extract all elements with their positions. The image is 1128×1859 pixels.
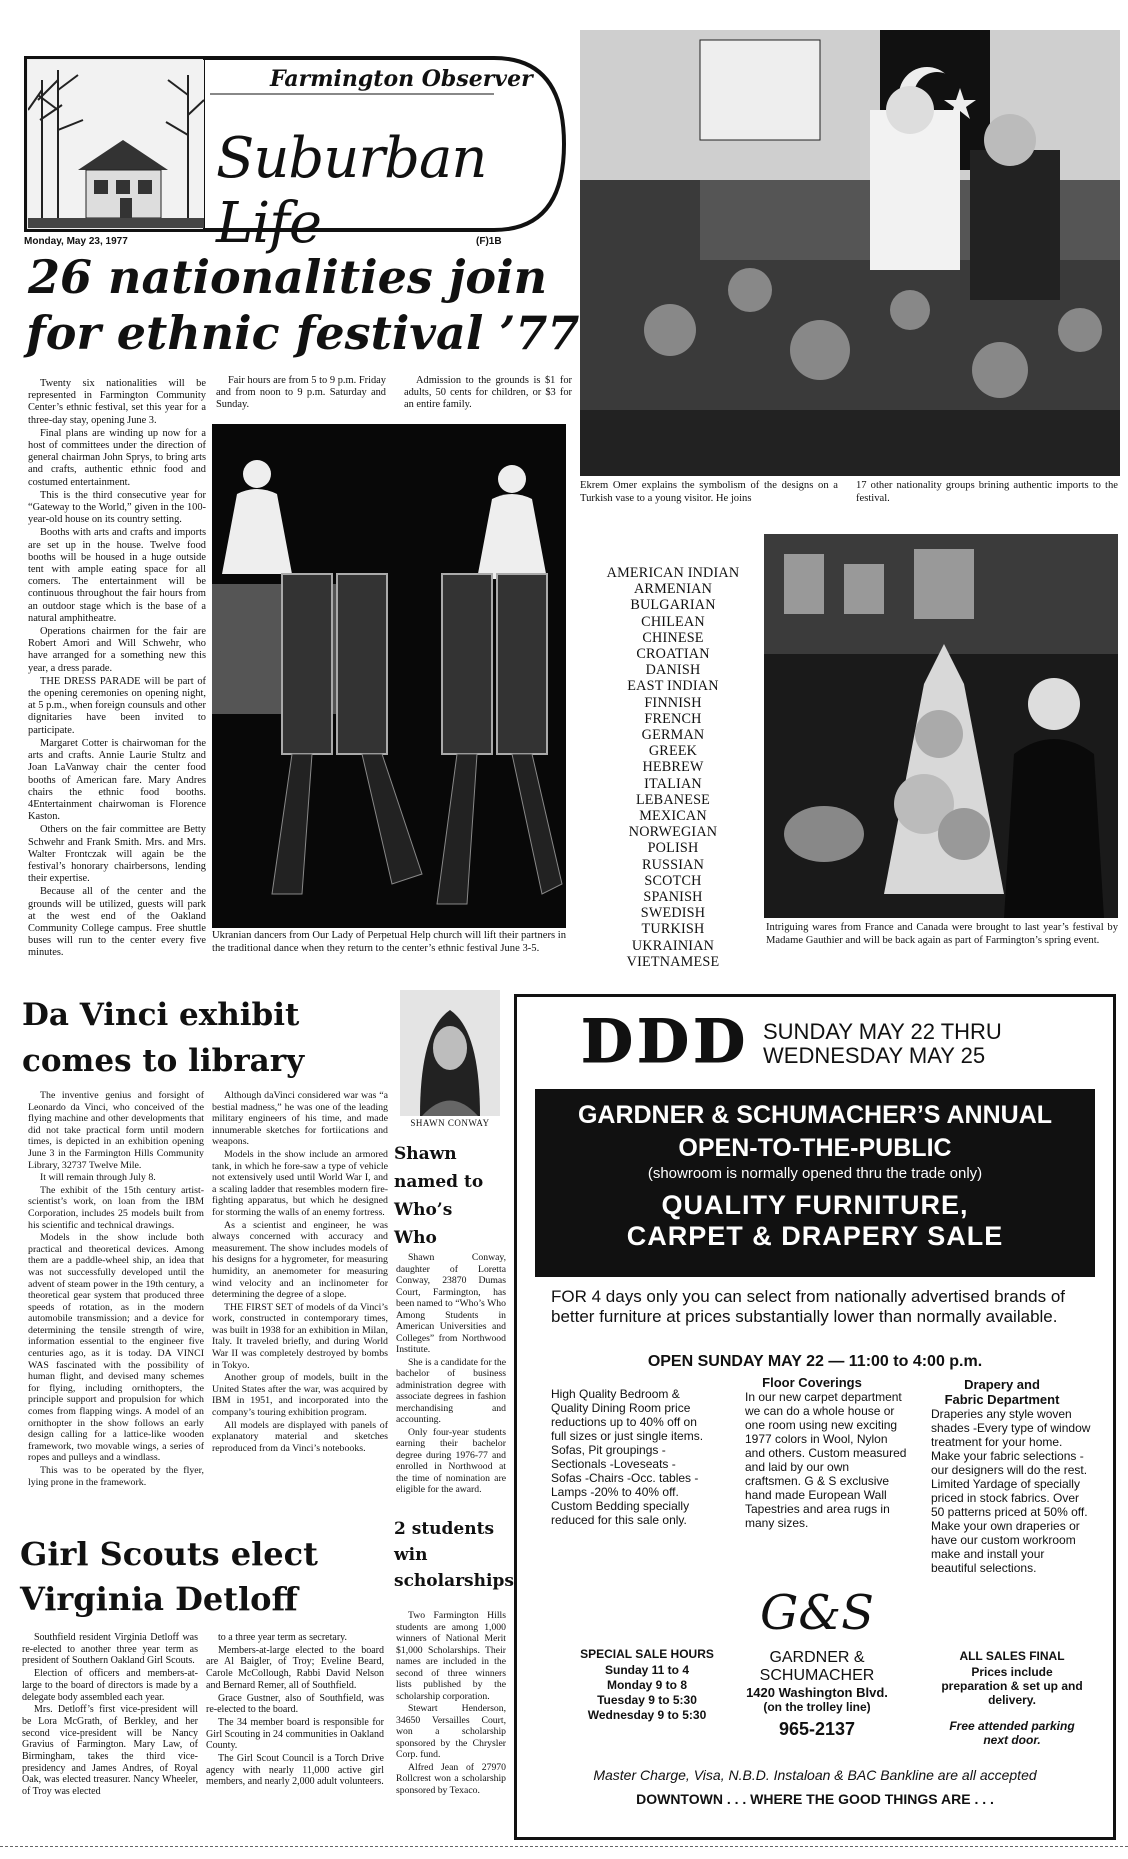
- gs-monogram: G&S: [760, 1585, 874, 1641]
- nationality-item: TURKISH: [641, 921, 705, 938]
- davinci-paragraph: The exhibit of the 15th century artist-scientist’s work, on loan from the IBM Corporation, includes 25 models built from his scientific and technical drawings.: [28, 1184, 204, 1231]
- shawn-conway-portrait: [400, 990, 500, 1116]
- festival-paragraph: Twenty six nationalities will be represented in Farmington Community Center’s ethnic festival, set this year for a three-day stay, opening June 3.: [28, 378, 206, 426]
- page-bottom-edge: [0, 1846, 1128, 1851]
- nationality-item: SCOTCH: [644, 872, 702, 889]
- section-title: Suburban Life: [216, 126, 487, 256]
- davinci-paragraph: Another group of models, built in the United States after the war, was acquired by IBM in 1951, and incorporated into the company’s touring exhibition program.: [212, 1372, 388, 1419]
- festival-column-1: [28, 378, 206, 961]
- banner-line2: OPEN-TO-THE-PUBLIC: [678, 1134, 952, 1162]
- festival-hours: Fair hours are from 5 to 9 p.m. Friday and from noon to 9 p.m. Saturday and Sunday.: [216, 375, 386, 411]
- davinci-column-2: [212, 1090, 388, 1455]
- nationality-item: FINNISH: [644, 694, 702, 711]
- open-sunday: OPEN SUNDAY MAY 22 — 11:00 to 4:00 p.m.: [647, 1353, 983, 1370]
- drapery-title-line2: Fabric Department: [944, 1392, 1060, 1407]
- downtown-slogan: DOWNTOWN . . . WHERE THE GOOD THINGS ARE . . .: [636, 1791, 994, 1807]
- nationality-item: POLISH: [647, 840, 699, 857]
- festival-paragraph: Others on the fair committee are Betty Schwehr and Frank Smith. Mrs. and Mrs. Walter Frontczak will again be the festival’s honorary chairbersons, lending their expertise.: [28, 824, 206, 885]
- ad-intro: FOR 4 days only you can select from nationally advertised brands of better furniture at prices substantially lower than normally available.: [551, 1287, 1066, 1326]
- portrait-art: [400, 990, 500, 1116]
- conway-paragraph: Shawn Conway, daughter of Loretta Conway, 23870 Dumas Court, Farmington, has been named to “Who’s Who Among Students in American Universities and Colleges” from Northwood Institute.: [396, 1252, 506, 1355]
- girlscouts-paragraph: Members-at-large elected to the board are Al Baigler, of Troy; Eveline Beard, Carole McCollough, Rabbi David Nelson and Bernard Remer, all of Southfield.: [206, 1644, 384, 1691]
- nationality-item: UKRAINIAN: [631, 937, 715, 954]
- nationality-item: RUSSIAN: [641, 856, 705, 873]
- portrait-label: SHAWN CONWAY: [410, 1118, 490, 1128]
- davinci-paragraph: Models in the show include an armored tank, in which he fore-saw a type of vehicle not extensively used until World War I, and a scaling ladder that resembles modern fire-fighting apparatus, but which he designed for storming the walls of an enemy fortress.: [212, 1148, 388, 1218]
- store-address: 1420 Washington Blvd.: [746, 1685, 888, 1700]
- ukrainian-dancers-photo: [212, 424, 566, 928]
- girlscouts-paragraph: to a three year term as secretary.: [218, 1632, 347, 1643]
- nationality-item: GREEK: [648, 743, 698, 760]
- davinci-paragraph: The inventive genius and forsight of Leonardo da Vinci, who conceived of the flying machine and other developments that did not take practical form until modern times, is depicted in an exhibition opening June 3 in the Farmington Hills Community Library, 32737 Twelve Mile.: [28, 1090, 204, 1171]
- festival-paragraph: Booths with arts and crafts and imports are set up in the house. Twelve food booths will be housed in a huge outside tent with ample eating space for all comers. The entertainment will be continuous throughout the fair hours from an outdoor stage which is the base of a natural amphitheatre.: [28, 527, 206, 624]
- nationality-item: ARMENIAN: [633, 581, 713, 598]
- girlscouts-paragraph: Election of officers and members-at-large to the board of directors is made by a delegate body assembled each year.: [22, 1668, 198, 1703]
- conway-paragraph: Only four-year students earning their bachelor degree during 1976-77 and enrolled in Northwood at the time of nomination are eligible for the award.: [396, 1426, 506, 1495]
- davinci-paragraph: Models in the show include both practical and theoretical devices. Among them are a paddle-wheel ship, an idea that was not successfully developed until the advent of steam power in the 19th century, a theoretical gear system that produced three speeds of rotation, as in the modern automobile transmission; and a device for determining the tensile strength of wire, information essential to the engineer five centuries ago, as it is today. DA VINCI WAS fascinated with the possibility of human flight, and devised many schemes for flying, including ornithopters, the principle support and propulsion for which comes from flapping wings. A model of an ornithopter in the show follows an early design calling for a lattice-like wooden framework, two movable wings, a series of ropes and pulleys and a windlass.: [28, 1232, 204, 1464]
- festival-column-3: [404, 375, 572, 413]
- girlscouts-paragraph: Southfield resident Virginia Detloff was re-elected to another three year term as president of Southern Oakland Girl Scouts.: [22, 1632, 198, 1667]
- scholarships-paragraph: Stewart Henderson, 34650 Versailles Court, won a scholarship sponsored by the Chrysler Corp. fund.: [396, 1703, 506, 1760]
- banner-line3: (showroom is normally opened thru the trade only): [647, 1165, 983, 1182]
- festival-paragraph: This is the third consecutive year for “Gateway to the World,” given in the 100-year-old house on its country setting.: [28, 489, 206, 526]
- festival-paragraph: Margaret Cotter is chairwoman for the arts and crafts. Annie Laurie Stultz and Joan LaVanway chair the center food booths of American fare. Mary Andres chairs the ethnic food booths. 4Entertainment chairwoman is Florence Kaston.: [28, 737, 206, 823]
- sale-hours: [557, 1663, 737, 1723]
- sale-dates-line2: WEDNESDAY MAY 25: [763, 1043, 986, 1068]
- festival-headline-line1: 26 nationalities join: [28, 250, 548, 304]
- nationality-item: BULGARIAN: [630, 597, 716, 614]
- banner-line4: QUALITY FURNITURE,: [661, 1190, 969, 1220]
- nationalities-list: [586, 565, 760, 970]
- girlscouts-paragraph: The 34 member board is responsible for Girl Scouting in 24 communities in Oakland County.: [206, 1716, 384, 1752]
- store-phone: 965-2137: [778, 1719, 856, 1739]
- festival-paragraph: Operations chairmen for the fair are Robert Amori and Will Schwehr, who have arranged for a something new this year, a dress parade.: [28, 626, 206, 674]
- girlscouts-paragraph: The Girl Scout Council is a Torch Drive agency with nearly 11,000 active girl members, and nearly 2,000 adult volunteers.: [206, 1753, 384, 1788]
- store-name-line2: SCHUMACHER: [759, 1667, 875, 1684]
- davinci-paragraph: All models are displayed with panels of explanatory material and sketches reproduced from da Vinci’s notebooks.: [212, 1419, 388, 1454]
- house-illustration: [28, 60, 204, 228]
- nationality-item: SWEDISH: [640, 905, 706, 922]
- nationality-item: LEBANESE: [635, 791, 711, 808]
- girlscouts-headline-line2: Virginia Detloff: [20, 1580, 298, 1618]
- nationality-item: DANISH: [645, 662, 701, 679]
- nationality-item: NORWEGIAN: [628, 824, 718, 841]
- nationality-item: AMERICAN INDIAN: [606, 565, 740, 581]
- davinci-paragraph: Although daVinci considered war was “a bestial madness,” he was one of the leading military engineers of his time, and made innumerable sketches for fortiications and weapons.: [212, 1090, 388, 1148]
- festival-column-2: [216, 375, 386, 413]
- davinci-paragraph: This was to be operated by the flyer, lying prone in the framework.: [28, 1465, 204, 1488]
- nationality-item: MEXICAN: [639, 808, 707, 825]
- girlscouts-column-2: [206, 1632, 384, 1789]
- turkish-vase-photo-art: [580, 30, 1120, 476]
- sale-dates-line1: SUNDAY MAY 22 THRU: [763, 1019, 1002, 1044]
- nationality-item: CROATIAN: [636, 646, 710, 663]
- davinci-paragraph: THE FIRST SET of models of da Vinci’s work, constructed in contemporary times, was built in 1938 for an exhibition in Milan, Italy. It traveled briefly, and during World War II was completely destroyed by bombs in Tokyo.: [212, 1301, 388, 1371]
- sales-final-body: Prices include preparation & set up and delivery.: [941, 1665, 1083, 1707]
- scholarships-headline: 2 students win scholarships: [394, 1519, 514, 1591]
- nationality-item: EAST INDIAN: [627, 678, 719, 695]
- conway-headline: Shawn named to Who’s Who: [394, 1144, 484, 1248]
- store-name-line1: GARDNER &: [769, 1649, 865, 1666]
- sale-hours-item: Monday 9 to 8: [606, 1678, 687, 1692]
- wares-photo-art: [764, 534, 1118, 918]
- festival-admission: Admission to the grounds is $1 for adults, 50 cents for children, or $3 for an entire family.: [404, 375, 572, 411]
- nationality-item: HEBREW: [642, 759, 704, 776]
- sale-hours-item: Wednesday 9 to 5:30: [587, 1708, 707, 1722]
- nationality-item: VIETNAMESE: [626, 953, 720, 970]
- sale-hours-title: SPECIAL SALE HOURS: [580, 1647, 714, 1661]
- davinci-paragraph: As a scientist and engineer, he was always concerned with accuracy and measurement. The show includes models of his designs for a hygrometer, for measuring humidity, an anemometer for measuring wind velocity and an inclinometer for determining the degree of a slope.: [212, 1219, 388, 1301]
- store-address-note: (on the trolley line): [763, 1700, 871, 1714]
- conway-paragraph: She is a candidate for the bachelor of business administration degree with associate degrees in fashion merchandising and accounting.: [396, 1356, 506, 1425]
- turkish-photo-caption-b: 17 other nationality groups brining authentic imports to the festival.: [856, 480, 1118, 504]
- girlscouts-paragraph: Mrs. Detloff’s first vice-president will be Lora McGrath, of Berkley, and her second vice-president will be Nancy Gravius of Farmington. Mary Law, of Birmingham, takes the third vice-presidency and James Andres, of Royal Oak, was elected treasurer. Nancy Wheeler, of Troy was elected: [22, 1704, 198, 1798]
- davinci-paragraph: It will remain through July 8.: [40, 1172, 156, 1184]
- drapery-column: Draperies any style woven shades -Every type of window treatment for your home. Make your fabric selections -our designers will do the rest. Limited Yardage of specially priced in stock fabrics. Over 50 patterns priced at 50% off. Make your own draperies or have our custom workroom make and install your beautiful selections.: [931, 1407, 1091, 1575]
- issue-date: Monday, May 23, 1977: [24, 236, 128, 247]
- sale-hours-item: Sunday 11 to 4: [604, 1663, 690, 1677]
- banner-line1: GARDNER & SCHUMACHER’S ANNUAL: [577, 1101, 1053, 1129]
- parking-note: Free attended parking next door.: [949, 1719, 1075, 1747]
- turkish-photo-caption-a: Ekrem Omer explains the symbolism of the designs on a Turkish vase to a young visitor. He joins: [580, 480, 838, 504]
- nationality-item: CHINESE: [642, 629, 704, 646]
- conway-body: [396, 1252, 506, 1497]
- ukrainian-dancers-photo-art: [212, 424, 566, 928]
- floor-coverings-column: In our new carpet department we can do a whole house or one room using new exciting 1977 colors in Wool, Nylon and others. Custom measured and laid by our own craftsmen. G & S exclusive hand made European Wall Tapestries and area rugs in many sizes.: [745, 1390, 907, 1530]
- madame-gauthier-wares-photo: [764, 534, 1118, 918]
- girlscouts-headline-line1: Girl Scouts elect: [20, 1535, 318, 1573]
- wares-photo-caption: Intriguing wares from France and Canada were brought to last year’s festival by Madame Gauthier and will be back again as part of Farmington’s spring event.: [766, 922, 1118, 946]
- festival-headline-line2: for ethnic festival ’77: [26, 306, 580, 360]
- nationality-item: SPANISH: [643, 889, 703, 906]
- turkish-vase-photo: [580, 30, 1120, 476]
- gardner-schumacher-ad: [514, 994, 1116, 1840]
- nationality-item: ITALIAN: [644, 775, 702, 792]
- drapery-title-line1: Drapery and: [964, 1377, 1040, 1392]
- festival-paragraph: Because all of the center and the grounds will be utilized, guests will park at the west end of the Oakland Community College campus. Free shuttle buses will run to the center every five minutes.: [28, 886, 206, 959]
- girlscouts-column-1: [22, 1632, 198, 1799]
- festival-paragraph: Final plans are winding up now for a host of committees under the direction of general chairman John Sprys, to bring arts and crafts, authentic ethnic food and costumed entertainment.: [28, 427, 206, 488]
- scholarships-paragraph: Two Farmington Hills students are among 1,000 winners of National Merit $1,000 Scholarships. Their names are included in the second of three winners lists published by the scholarship corporation.: [396, 1610, 506, 1702]
- furniture-column: High Quality Bedroom & Quality Dining Room price reductions up to 40% off on full sizes or just single items. Sofas, Pit groupings - Sectionals -Loveseats - Sofas -Chairs -Occ. tables -Lamps -20% to 40% off. Custom Bedding specially reduced for this sale only.: [551, 1387, 704, 1527]
- scholarships-paragraph: Alfred Jean of 27970 Rollcrest won a scholarship sponsored by Texaco.: [396, 1761, 506, 1796]
- ddd-logo: DDD: [581, 1007, 750, 1077]
- scholarships-body: [396, 1610, 506, 1797]
- dancers-photo-caption: Ukranian dancers from Our Lady of Perpetual Help church will lift their partners in the traditional dance when they return to the center’s ethnic festival June 3-5.: [212, 930, 566, 954]
- davinci-column-1: [28, 1090, 204, 1489]
- davinci-headline-line2: comes to library: [22, 1043, 305, 1079]
- page-number: (F)1B: [476, 236, 502, 247]
- girlscouts-paragraph: Grace Gustner, also of Southfield, was re-elected to the board.: [206, 1692, 384, 1716]
- banner-line5: CARPET & DRAPERY SALE: [626, 1221, 1004, 1251]
- credit-cards: Master Charge, Visa, N.B.D. Instaloan & BAC Bankline are all accepted: [593, 1767, 1037, 1783]
- sale-banner: [535, 1089, 1095, 1277]
- sales-final-title: ALL SALES FINAL: [959, 1649, 1065, 1663]
- davinci-headline-line1: Da Vinci exhibit: [22, 997, 300, 1033]
- nationality-item: CHILEAN: [641, 613, 705, 630]
- festival-paragraph: THE DRESS PARADE will be part of the opening ceremonies on opening night, at 5 p.m., when foreign counsuls and other dignitaries have been invited to participate.: [28, 675, 206, 736]
- nationality-item: FRENCH: [644, 710, 702, 727]
- sale-hours-item: Tuesday 9 to 5:30: [597, 1693, 697, 1707]
- floor-coverings-title: Floor Coverings: [762, 1375, 862, 1390]
- paper-name: Farmington Observer: [270, 66, 533, 92]
- nationality-item: GERMAN: [641, 727, 705, 744]
